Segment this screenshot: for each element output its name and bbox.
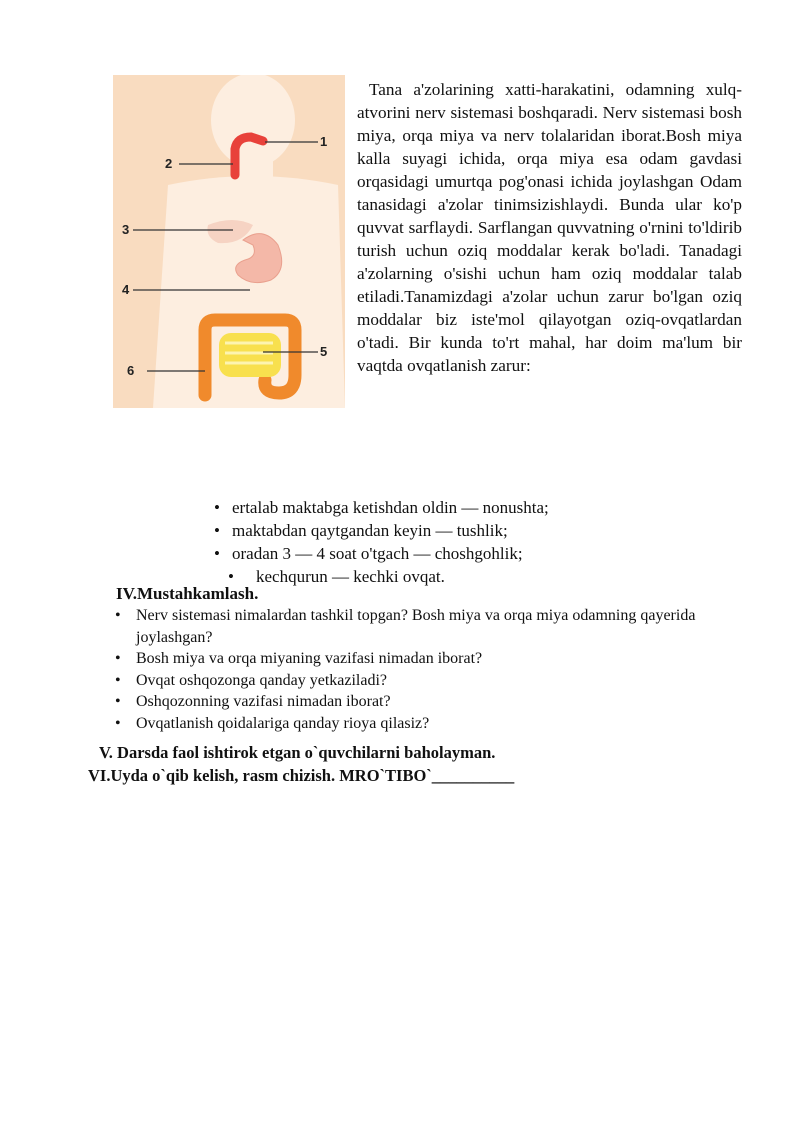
figure-label-5: 5 (320, 344, 328, 359)
figure-label-1: 1 (320, 134, 328, 149)
section-vi-line: VI.Uyda o`qib kelish, rasm chizish. MRO`TIBO`__________ (88, 766, 515, 785)
digestive-system-illustration (113, 75, 345, 408)
figure-label-4: 4 (122, 282, 130, 297)
section-v-line: V. Darsda faol ishtirok etgan o`quvchilarni baholayman. (99, 743, 496, 762)
meal-item: • oradan 3 — 4 soat o'tgach — choshgohlik; (214, 542, 549, 565)
figure-label-6: 6 (127, 363, 135, 378)
intro-paragraph: Tana a'zolarining xatti-harakatini, odamning xulq-atvorini nerv sistemasi boshqaradi. Nerv sistemasi bosh miya, orqa miya va nerv tolalaridan iborat.Bosh miya kalla suyagi ichida, orqa miya esa odam gavdasi orqasidagi umurtqa pog'onasi ichida joylashgan Odam tanasidagi a'zolar tinimsizishlaydi. Bunda ular ko'p quvvat sarflaydi. Sarflangan quvvatning o'rnini to'ldirib turish uchun oziq moddalar kerak bo'ladi. Tanadagi a'zolarning o'sishi uchun ham oziq moddalar talab etiladi.Tanamizdagi a'zolar uchun zarur bo'lgan oziq moddalar biz iste'mol qilayotgan oziq-ovqatlardan o'tadi. Bir kunda to'rt mahal, har doim ma'lum bir vaqtda ovqatlanish zarur: (357, 80, 742, 375)
question-item: • Oshqozonning vazifasi nimadan iborat? (115, 691, 735, 713)
meal-item: • kechqurun — kechki ovqat. (214, 565, 549, 588)
question-item: • Ovqat oshqozonga qanday yetkaziladi? (115, 670, 735, 692)
small-intestine-shape (219, 333, 281, 377)
digestive-system-figure (113, 75, 345, 408)
question-item: • Bosh miya va orqa miyaning vazifasi nimadan iborat? (115, 648, 735, 670)
meal-schedule-list (214, 496, 549, 588)
meal-item: • maktabdan qaytgandan keyin — tushlik; (214, 519, 549, 542)
review-questions-list (115, 605, 735, 734)
figure-label-3: 3 (122, 222, 130, 237)
meal-item: • ertalab maktabga ketishdan oldin — nonushta; (214, 496, 549, 519)
question-item: • Ovqatlanish qoidalariga qanday rioya qilasiz? (115, 713, 735, 735)
section-heading-iv: IV.Mustahkamlash. (116, 584, 259, 603)
figure-label-2: 2 (165, 156, 173, 171)
question-item: • Nerv sistemasi nimalardan tashkil topgan? Bosh miya va orqa miya odamning qayerida joylashgan? (115, 605, 735, 648)
